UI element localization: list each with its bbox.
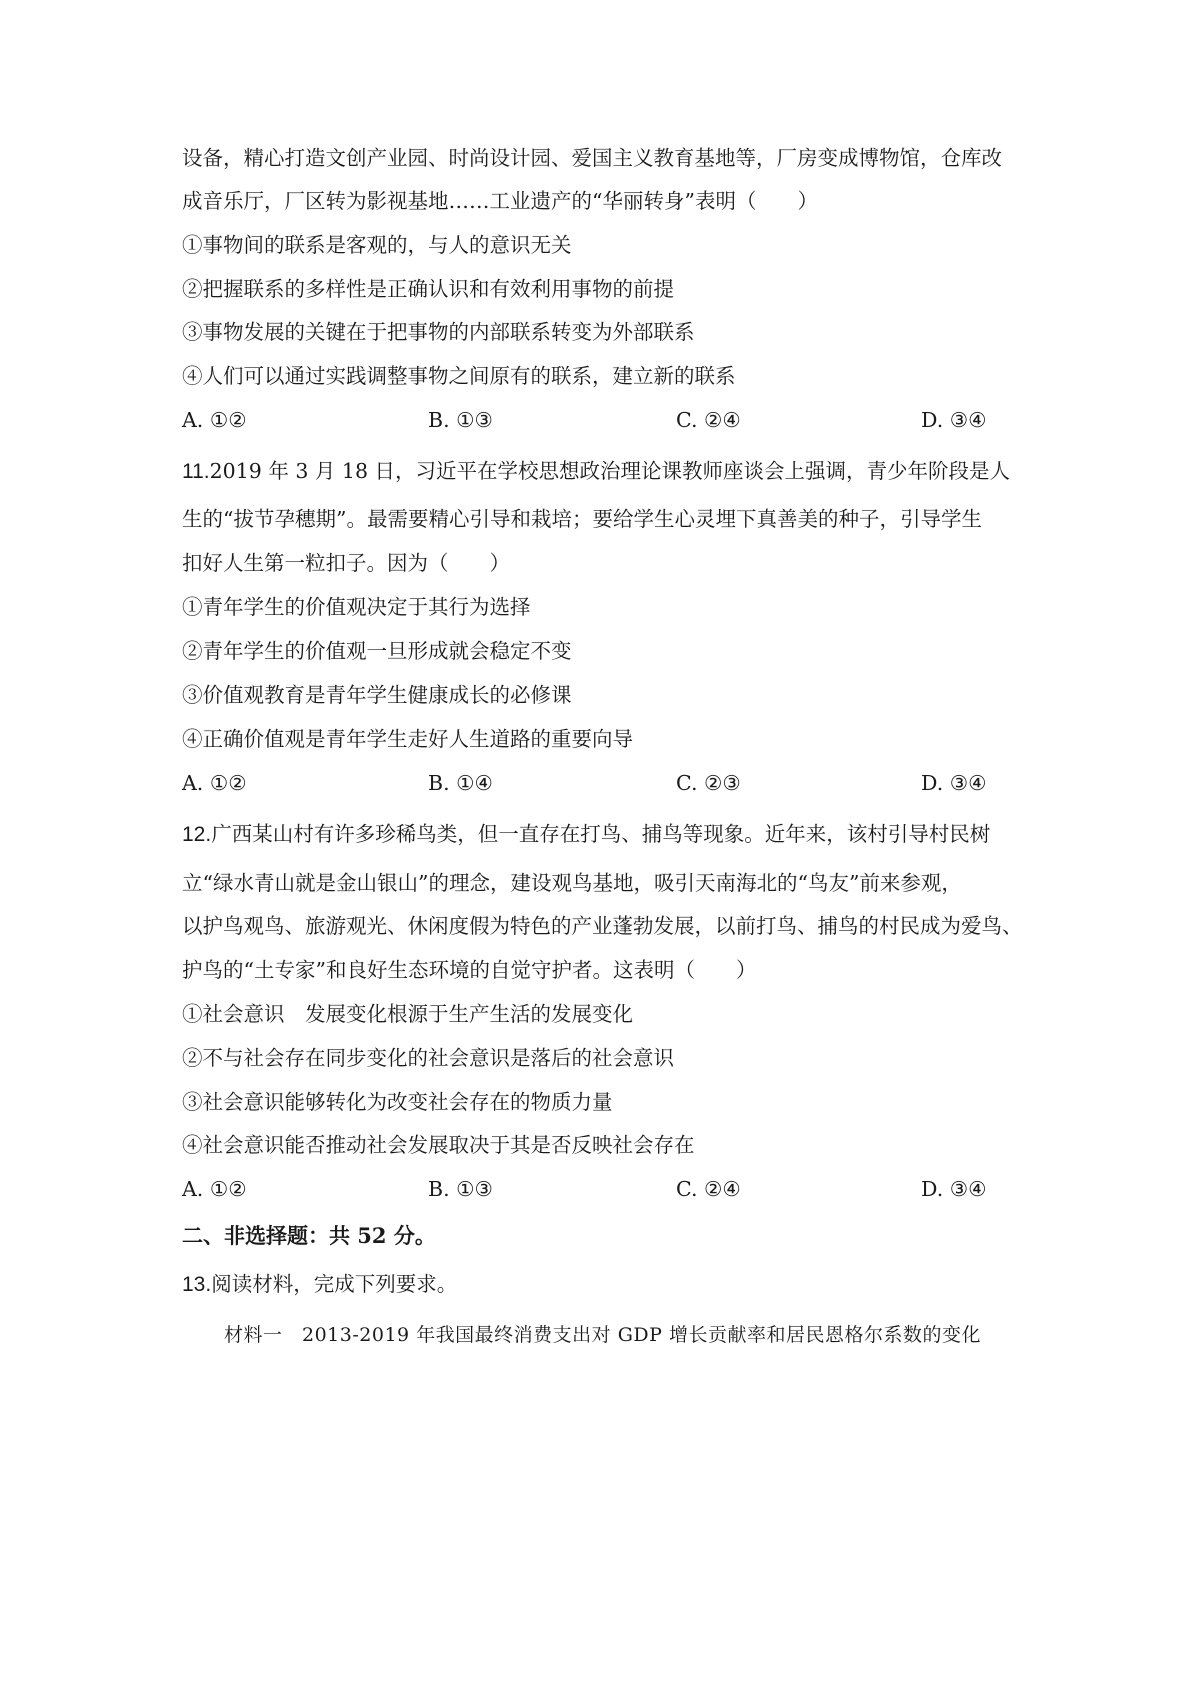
q12-stem-line-3: 以护鸟观鸟、旅游观光、休闲度假为特色的产业蓬勃发展，以前打鸟、捕鸟的村民成为爱鸟、 [182,914,1023,938]
q10-stem-line-2: 成音乐厅，厂区转为影视基地……工业遗产的“华丽转身”表明（ ） [182,189,818,213]
q11-option-a[interactable]: A. ①② [182,771,247,795]
q12-statement-4: ④社会意识能否推动社会发展取决于其是否反映社会存在 [182,1133,695,1157]
q12-stem-line-1 [182,820,1042,849]
q12-stem-line-4: 护鸟的“土专家”和良好生态环境的自觉守护者。这表明（ ） [182,958,757,982]
q11-statement-3: ③价值观教育是青年学生健康成长的必修课 [182,683,572,707]
q10-option-b[interactable]: B. ①③ [428,408,493,432]
q12-option-c[interactable]: C. ②④ [676,1177,741,1201]
q12-option-a[interactable]: A. ①② [182,1177,247,1201]
q10-option-a[interactable]: A. ①② [182,408,247,432]
q11-number: 11. [182,460,210,483]
q11-option-b[interactable]: B. ①④ [428,771,493,795]
q10-statement-2: ②把握联系的多样性是正确认识和有效利用事物的前提 [182,277,674,301]
q11-option-c[interactable]: C. ②③ [676,771,741,795]
q13-stem-text: 阅读材料，完成下列要求。 [211,1272,458,1296]
q13-stem [182,1270,1042,1299]
q11-statement-1: ①青年学生的价值观决定于其行为选择 [182,595,531,619]
q11-option-d[interactable]: D. ③④ [921,771,987,795]
q11-stem-line-1 [182,457,1042,486]
q12-statement-1: ①社会意识 发展变化根源于生产生活的发展变化 [182,1002,633,1026]
q10-statement-1: ①事物间的联系是客观的，与人的意识无关 [182,233,572,257]
q12-stem-line-2: 立“绿水青山就是金山银山”的理念，建设观鸟基地，吸引天南海北的“鸟友”前来参观， [182,871,962,895]
q10-option-d[interactable]: D. ③④ [921,408,987,432]
q10-option-c[interactable]: C. ②④ [676,408,741,432]
q11-stem-line-3: 扣好人生第一粒扣子。因为（ ） [182,551,510,575]
material-1-caption: 材料一 2013-2019 年我国最终消费支出对 GDP 增长贡献率和居民恩格尔系数的变化 [224,1324,981,1346]
q11-stem-line-2: 生的“拔节孕穗期”。最需要精心引导和栽培；要给学生心灵埋下真善美的种子，引导学生 [182,507,982,531]
q11-stem-first: 2019 年 3 月 18 日，习近平在学校思想政治理论课教师座谈会上强调，青少年阶段是人 [209,459,1011,483]
q12-option-d[interactable]: D. ③④ [921,1177,987,1201]
q10-statement-4: ④人们可以通过实践调整事物之间原有的联系，建立新的联系 [182,364,736,388]
q12-stem-first: 广西某山村有许多珍稀鸟类，但一直存在打鸟、捕鸟等现象。近年来，该村引导村民树 [211,822,991,846]
q12-statement-3: ③社会意识能够转化为改变社会存在的物质力量 [182,1090,613,1114]
q13-number: 13. [182,1273,212,1296]
section-2-title: 二、非选择题：共 52 分。 [182,1223,436,1248]
q11-statement-2: ②青年学生的价值观一旦形成就会稳定不变 [182,639,572,663]
q10-statement-3: ③事物发展的关键在于把事物的内部联系转变为外部联系 [182,320,695,344]
q11-statement-4: ④正确价值观是青年学生走好人生道路的重要向导 [182,727,633,751]
q12-option-b[interactable]: B. ①③ [428,1177,493,1201]
q10-stem-line-1: 设备，精心打造文创产业园、时尚设计园、爱国主义教育基地等，厂房变成博物馆，仓库改 [182,146,1002,170]
q12-number: 12. [182,823,212,846]
q12-statement-2: ②不与社会存在同步变化的社会意识是落后的社会意识 [182,1046,674,1070]
